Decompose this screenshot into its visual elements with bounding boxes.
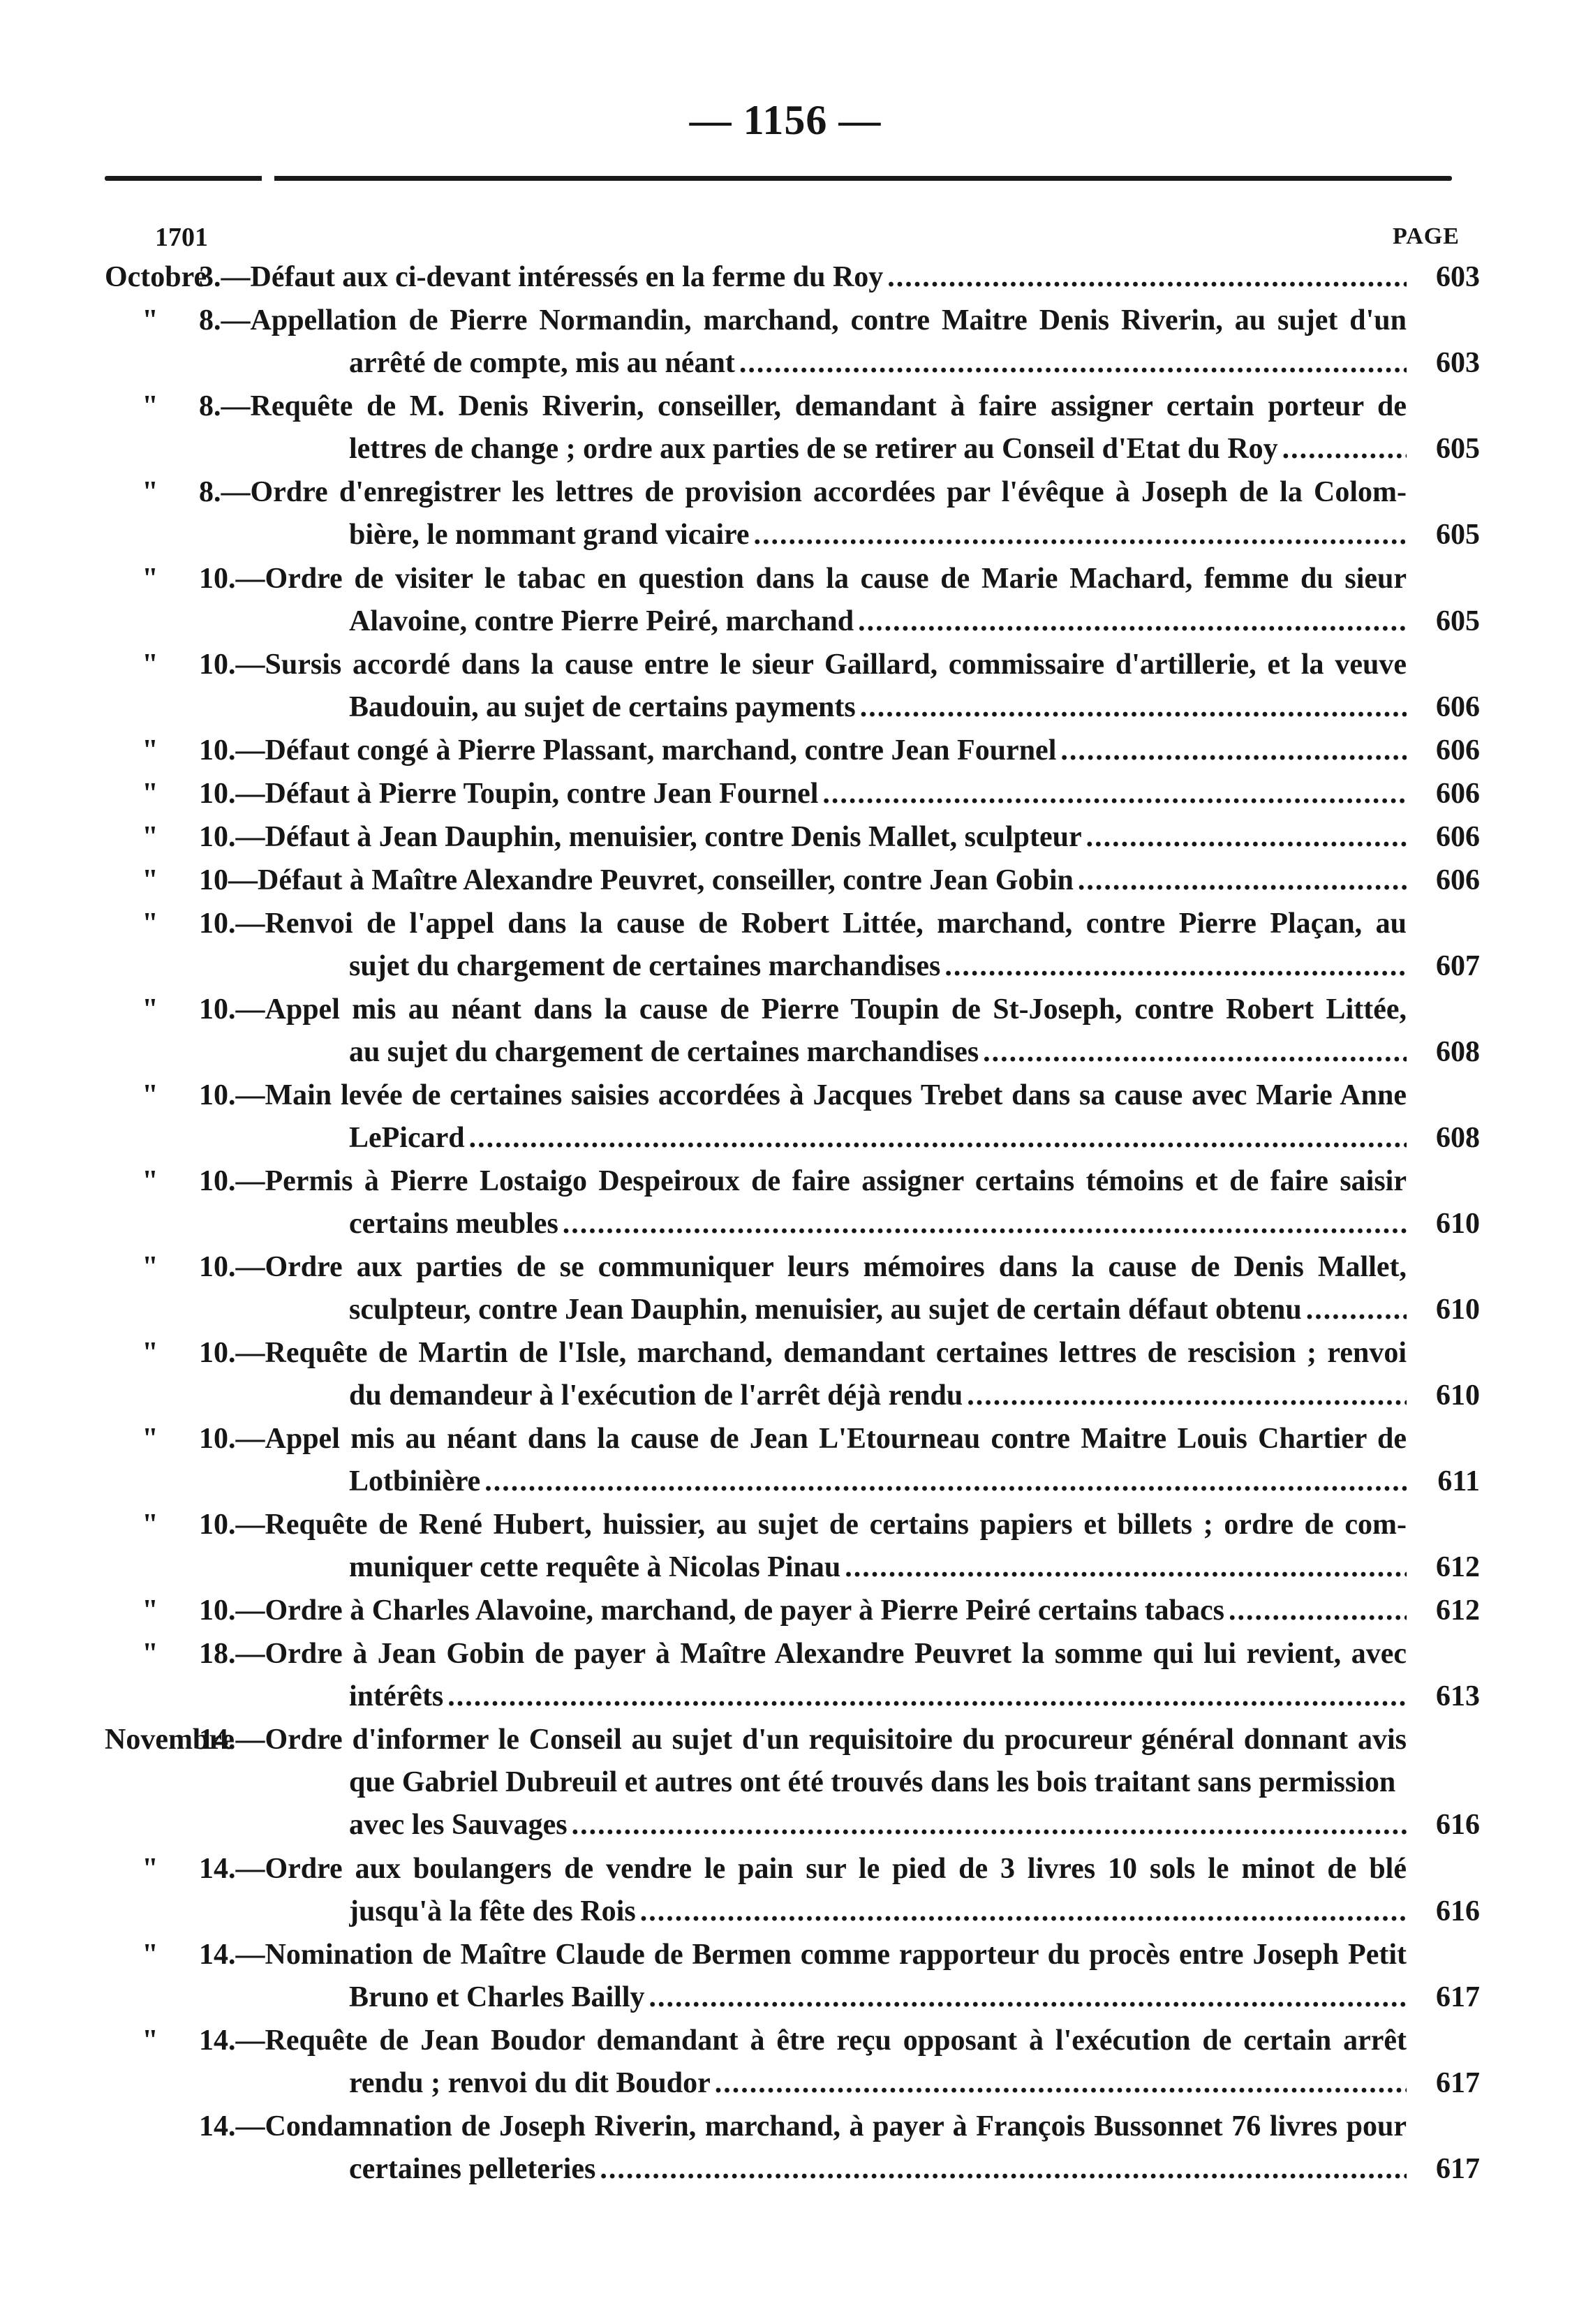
entry-first-line bbox=[0, 300, 1579, 341]
entry-first-line bbox=[0, 1504, 1579, 1545]
entry-text: que Gabriel Dubreuil et autres ont été trouvés dans les bois traitant sans permission bbox=[349, 1766, 1396, 1798]
entry-text: 10.—Renvoi de l'appel dans la cause de Robert Littée, marchand, contre Pierre Plaçan, au bbox=[199, 908, 1407, 940]
entry-first-line bbox=[0, 903, 1579, 944]
entry-text: certains meubles bbox=[349, 1208, 558, 1240]
entry-text: jusqu'à la fête des Rois bbox=[349, 1895, 636, 1927]
entry-first-line bbox=[0, 989, 1579, 1030]
ditto-mark: " bbox=[142, 993, 158, 1026]
page-reference: 610 bbox=[1436, 1379, 1480, 1412]
page-reference: 617 bbox=[1436, 2067, 1480, 2099]
ditto-mark: " bbox=[142, 2025, 158, 2057]
entry-continuation-line bbox=[0, 2063, 1579, 2103]
page-reference: 603 bbox=[1436, 261, 1480, 293]
leader-dots bbox=[1229, 1590, 1407, 1631]
page-reference: 610 bbox=[1436, 1294, 1480, 1326]
leader-dots bbox=[1078, 860, 1407, 901]
entry-text: 10.—Appel mis au néant dans la cause de Jean L'Etourneau contre Maitre Louis Chartier de bbox=[199, 1423, 1407, 1455]
leader-dots bbox=[572, 1805, 1407, 1845]
page-reference: 612 bbox=[1436, 1594, 1480, 1627]
entry-text: sculpteur, contre Jean Dauphin, menuisier, au sujet de certain défaut obtenu bbox=[349, 1294, 1302, 1326]
page-reference: 605 bbox=[1436, 433, 1480, 465]
entry-continuation-line bbox=[0, 1204, 1579, 1244]
entry-first-line bbox=[0, 472, 1579, 512]
entry-first-line bbox=[0, 817, 1579, 857]
entry-text: 10.—Main levée de certaines saisies accordées à Jacques Trebet dans sa cause avec Marie Anne bbox=[199, 1079, 1407, 1111]
entry-text: Baudouin, au sujet de certains payments bbox=[349, 691, 856, 723]
page-number: — 1156 — bbox=[689, 97, 882, 143]
entry-continuation-line bbox=[0, 1891, 1579, 1932]
entry-first-line bbox=[0, 257, 1579, 297]
entry-text: 10.—Défaut à Jean Dauphin, menuisier, contre Denis Mallet, sculpteur bbox=[199, 821, 1082, 853]
entry-continuation-line bbox=[0, 687, 1579, 727]
leader-dots bbox=[563, 1204, 1407, 1244]
leader-dots bbox=[754, 515, 1407, 555]
leader-dots bbox=[944, 946, 1407, 986]
ditto-mark: " bbox=[142, 1251, 158, 1283]
leader-dots bbox=[887, 257, 1407, 297]
entry-text: au sujet du chargement de certaines marchandises bbox=[349, 1036, 979, 1068]
entry-continuation-line bbox=[0, 946, 1579, 986]
header-rule-gap bbox=[262, 175, 274, 182]
entry-text: 14.—Condamnation de Joseph Riverin, marchand, à payer à François Bussonnet 76 livres pour bbox=[199, 2110, 1407, 2142]
leader-dots bbox=[1282, 429, 1407, 469]
leader-dots bbox=[484, 1461, 1407, 1502]
entry-text: 10.—Ordre de visiter le tabac en question dans la cause de Marie Machard, femme du sieur bbox=[199, 563, 1407, 595]
entry-first-line bbox=[0, 1934, 1579, 1975]
page-reference: 606 bbox=[1436, 778, 1480, 810]
leader-dots bbox=[739, 343, 1407, 383]
entry-first-line bbox=[0, 1590, 1579, 1631]
ditto-mark: " bbox=[142, 649, 158, 681]
ditto-mark: " bbox=[142, 1939, 158, 1971]
entry-first-line bbox=[0, 1333, 1579, 1373]
year-heading: 1701 bbox=[155, 223, 208, 252]
entry-continuation-line bbox=[0, 1977, 1579, 2018]
ditto-mark: " bbox=[142, 476, 158, 508]
entry-text: sujet du chargement de certaines marchandises bbox=[349, 950, 941, 982]
page-reference: 607 bbox=[1436, 950, 1480, 982]
entry-text: 14.—Ordre aux boulangers de vendre le pain sur le pied de 3 livres 10 sols le minot de blé bbox=[199, 1853, 1407, 1885]
month-label: Octobre bbox=[105, 261, 207, 293]
entry-text: du demandeur à l'exécution de l'arrêt déjà rendu bbox=[349, 1379, 963, 1412]
page-reference: 608 bbox=[1436, 1122, 1480, 1154]
entry-text: Alavoine, contre Pierre Peiré, marchand bbox=[349, 605, 854, 637]
entry-text: 14.—Requête de Jean Boudor demandant à être reçu opposant à l'exécution de certain arrêt bbox=[199, 2025, 1407, 2057]
entry-text: lettres de change ; ordre aux parties de se retirer au Conseil d'Etat du Roy bbox=[349, 433, 1278, 465]
entry-text: 14.—Nomination de Maître Claude de Bermen comme rapporteur du procès entre Joseph Petit bbox=[199, 1939, 1407, 1971]
page-reference: 606 bbox=[1436, 691, 1480, 723]
leader-dots bbox=[447, 1676, 1407, 1717]
ditto-mark: " bbox=[142, 1638, 158, 1670]
entry-text: 10.—Requête de René Hubert, huissier, au sujet de certains papiers et billets ; ordre de com- bbox=[199, 1509, 1407, 1541]
page-reference: 605 bbox=[1436, 519, 1480, 551]
page-reference: 616 bbox=[1436, 1809, 1480, 1841]
ditto-mark: " bbox=[142, 864, 158, 896]
leader-dots bbox=[715, 2063, 1407, 2103]
ditto-mark: " bbox=[142, 821, 158, 853]
page-reference: 605 bbox=[1436, 605, 1480, 637]
leader-dots bbox=[1306, 1289, 1407, 1330]
entry-continuation-line bbox=[0, 515, 1579, 555]
page-reference: 603 bbox=[1436, 347, 1480, 379]
page-reference: 616 bbox=[1436, 1895, 1480, 1927]
ditto-mark: " bbox=[142, 390, 158, 422]
ditto-mark: " bbox=[142, 778, 158, 810]
entry-first-line bbox=[0, 386, 1579, 427]
entry-text: bière, le nommant grand vicaire bbox=[349, 519, 750, 551]
page-reference: 612 bbox=[1436, 1551, 1480, 1583]
page-reference: 606 bbox=[1436, 734, 1480, 767]
entry-text: avec les Sauvages bbox=[349, 1809, 568, 1841]
leader-dots bbox=[600, 2149, 1407, 2189]
leader-dots bbox=[649, 1977, 1407, 2018]
entry-continuation-line bbox=[0, 1547, 1579, 1587]
entry-first-line bbox=[0, 1634, 1579, 1674]
ditto-mark: " bbox=[142, 563, 158, 595]
page-reference: 613 bbox=[1436, 1680, 1480, 1712]
entry-text: 10.—Requête de Martin de l'Isle, marchand, demandant certaines lettres de rescision ; renvoi bbox=[199, 1337, 1407, 1369]
entry-continuation-line bbox=[0, 1676, 1579, 1717]
page-reference: 606 bbox=[1436, 821, 1480, 853]
entry-text: 10—Défaut à Maître Alexandre Peuvret, conseiller, contre Jean Gobin bbox=[199, 864, 1074, 896]
leader-dots bbox=[1060, 730, 1407, 771]
entry-continuation-line bbox=[0, 1118, 1579, 1158]
entry-continuation-line bbox=[0, 1032, 1579, 1072]
entry-first-line bbox=[0, 1849, 1579, 1889]
entry-text: arrêté de compte, mis au néant bbox=[349, 347, 735, 379]
page-reference: 617 bbox=[1436, 2153, 1480, 2185]
entry-first-line bbox=[0, 1719, 1579, 1760]
leader-dots bbox=[822, 774, 1407, 814]
ditto-mark: " bbox=[142, 734, 158, 767]
entry-text: Bruno et Charles Bailly bbox=[349, 1981, 645, 2013]
page-column-heading: PAGE bbox=[1393, 223, 1460, 249]
entry-continuation-line bbox=[0, 1375, 1579, 1416]
entry-text: 18.—Ordre à Jean Gobin de payer à Maître Alexandre Peuvret la somme qui lui revient, avec bbox=[199, 1638, 1407, 1670]
entry-text: Lotbinière bbox=[349, 1465, 481, 1497]
entry-text: certaines pelleteries bbox=[349, 2153, 596, 2185]
leader-dots bbox=[469, 1118, 1407, 1158]
entry-text: intérêts bbox=[349, 1680, 444, 1712]
entry-text: 10.—Défaut congé à Pierre Plassant, marchand, contre Jean Fournel bbox=[199, 734, 1057, 767]
entry-text: rendu ; renvoi du dit Boudor bbox=[349, 2067, 711, 2099]
page-reference: 611 bbox=[1437, 1465, 1480, 1497]
entry-continuation-line bbox=[0, 601, 1579, 642]
ditto-mark: " bbox=[142, 1594, 158, 1627]
entry-continuation-line bbox=[0, 1805, 1579, 1845]
leader-dots bbox=[858, 601, 1407, 642]
leader-dots bbox=[845, 1547, 1407, 1587]
entry-first-line bbox=[0, 2020, 1579, 2061]
entry-first-line bbox=[0, 730, 1579, 771]
ditto-mark: " bbox=[142, 1337, 158, 1369]
entry-text: 3.—Défaut aux ci-devant intéressés en la ferme du Roy bbox=[199, 261, 884, 293]
ditto-mark: " bbox=[142, 1165, 158, 1197]
ditto-mark: " bbox=[142, 1079, 158, 1111]
entry-text: 10.—Ordre aux parties de se communiquer leurs mémoires dans la cause de Denis Mallet, bbox=[199, 1251, 1407, 1283]
entry-text: 8.—Appellation de Pierre Normandin, marchand, contre Maitre Denis Riverin, au sujet d'un bbox=[199, 304, 1407, 336]
page-reference: 606 bbox=[1436, 864, 1480, 896]
page-reference: 617 bbox=[1436, 1981, 1480, 2013]
entry-first-line bbox=[0, 644, 1579, 685]
entry-first-line bbox=[0, 558, 1579, 599]
ditto-mark: " bbox=[142, 1509, 158, 1541]
entry-text: muniquer cette requête à Nicolas Pinau bbox=[349, 1551, 841, 1583]
entry-text: 8.—Requête de M. Denis Riverin, conseiller, demandant à faire assigner certain porteur de bbox=[199, 390, 1407, 422]
entry-text: 10.—Défaut à Pierre Toupin, contre Jean Fournel bbox=[199, 778, 819, 810]
entry-text: 10.—Appel mis au néant dans la cause de Pierre Toupin de St-Joseph, contre Robert Littée, bbox=[199, 993, 1407, 1026]
entry-text: 10.—Permis à Pierre Lostaigo Despeiroux de faire assigner certains témoins et de faire saisir bbox=[199, 1165, 1407, 1197]
ditto-mark: " bbox=[142, 1423, 158, 1455]
entry-text: 10.—Ordre à Charles Alavoine, marchand, de payer à Pierre Peiré certains tabacs bbox=[199, 1594, 1224, 1627]
entry-text: 14.—Ordre d'informer le Conseil au sujet d'un requisitoire du procureur général donnant avis bbox=[199, 1724, 1407, 1756]
entry-first-line bbox=[0, 1247, 1579, 1287]
ditto-mark: " bbox=[142, 908, 158, 940]
entry-text: 8.—Ordre d'enregistrer les lettres de provision accordées par l'évêque à Joseph de la Colom- bbox=[199, 476, 1407, 508]
entry-first-line bbox=[0, 1161, 1579, 1201]
entry-first-line bbox=[0, 1075, 1579, 1116]
ditto-mark: " bbox=[142, 304, 158, 336]
entry-continuation-line bbox=[0, 429, 1579, 469]
page-reference: 610 bbox=[1436, 1208, 1480, 1240]
entry-continuation-line bbox=[0, 1461, 1579, 1502]
page-reference: 608 bbox=[1436, 1036, 1480, 1068]
ditto-mark: " bbox=[142, 1853, 158, 1885]
leader-dots bbox=[640, 1891, 1407, 1932]
entry-text: LePicard bbox=[349, 1122, 465, 1154]
entry-first-line bbox=[0, 860, 1579, 901]
leader-dots bbox=[983, 1032, 1407, 1072]
header-rule bbox=[105, 176, 1452, 181]
leader-dots bbox=[967, 1375, 1407, 1416]
entry-continuation-line bbox=[0, 1762, 1579, 1803]
entry-continuation-line bbox=[0, 1289, 1579, 1330]
month-label: Novembre bbox=[105, 1724, 235, 1756]
entry-first-line bbox=[0, 2106, 1579, 2147]
leader-dots bbox=[860, 687, 1407, 727]
entry-continuation-line bbox=[0, 343, 1579, 383]
entry-text: 10.—Sursis accordé dans la cause entre le sieur Gaillard, commissaire d'artillerie, et la veuve bbox=[199, 649, 1407, 681]
entry-continuation-line bbox=[0, 2149, 1579, 2189]
entry-first-line bbox=[0, 774, 1579, 814]
leader-dots bbox=[1086, 817, 1407, 857]
entry-first-line bbox=[0, 1419, 1579, 1459]
